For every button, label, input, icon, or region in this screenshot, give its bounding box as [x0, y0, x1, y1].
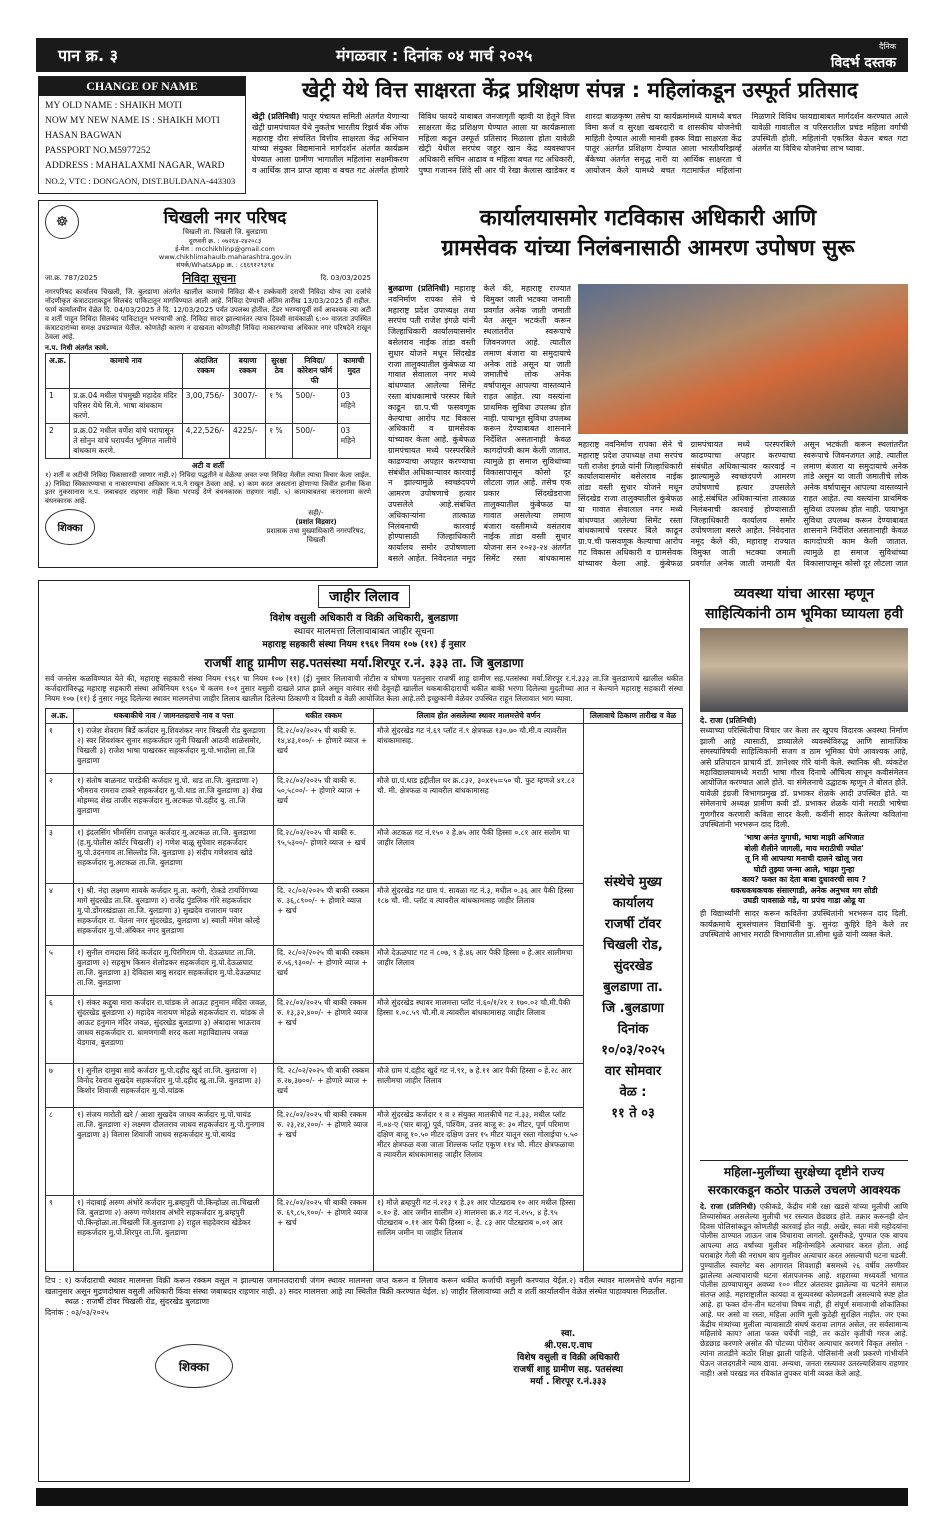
story2-photo — [578, 284, 908, 434]
table-cell: 1 — [46, 389, 70, 424]
table-cell: २ — [46, 774, 74, 826]
tender-terms: १) शर्ती व अटीची निविदा विकासारदी जाणार नाही.२) निविदा पद्धतीने व वेळेत्या अवत ज्या निविदा मेलील त्याचा विचार केला जाईल. ३) निविदा स्विकारण्याचा व नाकारण्याचा अधिकार न.प.ने राखून ठेवला आहे. ४) काम करत असतांना होणाऱ्या जिवीत हानीस किंवा इतर नुकसानास न.प. जबाबदार राहणार नाही किंवा भरपाई देणे बंधनकारक राहणार नाही. ५) कामाबाबतचा करारनामा करणे बंधनकारक आहे. — [45, 471, 371, 505]
story3-poem-line: धकधकधकचक संसारगाडी, अनेक अनुभव मग सोडी — [730, 885, 878, 895]
change-of-name-line: ADDRESS : MAHALAXMI NAGAR, WARD — [45, 161, 225, 171]
table-cell: दि.२८/०२/२०२५ ची बाकी रु. ९५,५३००/- होणारे व्याज + खर्च — [274, 826, 374, 884]
table-cell: ७ — [46, 1064, 74, 1108]
page-number: पान क्र. ३ — [58, 46, 118, 65]
tender-col-head: अंदाजित रक्कम — [182, 354, 229, 389]
table-cell: ६ — [46, 996, 74, 1064]
venue-line: राजर्षी टॉवर — [604, 916, 662, 932]
auction-intro: सर्व जनतेस कळविण्यात येते की, महाराष्ट्र सहकारी संस्था नियम १९६१ चा नियम १०७ (११) (ई) नुसार लिलावाची नोटीस व घोषणा पतनुसार राजर्षी शाहू ग्रामीण सह.पतसंस्था मर्या.शिरपूर र.नं.३३३ ता.जि बुलडाणाचे खालील थकीत कर्जदारांविरुद्ध महाराष्ट्र सहकारी संस्था अधिनियम १९६० चे कलम १०१ नुसार वसुली दाखले प्राप्त झाले असून वारंवार संधी देवूनही खालील थकबाकीदाराची थकीत बाकी भरणा दिलेल्या मुदतीच्या आत न केल्याने महाराष्ट्र सहकारी संस्था नियम १०७ (११) ई नुसार नमूद दिलेल्या स्थावर मालमत्तेचा जाहीर लिलाव खालील दिलेल्या ठिकाणी व दिवशी व वेळी आयोजित केला आहे.तरी इच्छुकांनी वेळेवर उपस्थित राहून लिलावात भाग घ्यावा. — [45, 674, 683, 703]
masthead-small: दैनिक — [879, 42, 896, 51]
change-of-name-title: CHANGE OF NAME — [39, 77, 245, 96]
table-cell: १) संकर कद्दुबा मारा कर्जदार रा.चांडक ले आऊट हनुमान मंदिरा जवळ, सुंदरखेड बुलडाणा २) महादेव नारायण मोहळे सहकर्जदार रा. चांडक ले आऊट हनुमान मंदिर जवळ, सुंदरखेड बुलडाणा ३) अंबादास भाऊराव जाधव सहकर्जदार रा. धामणगावी शरद कला महाविद्यालय जवळ येडगाव, बुलडाणा — [74, 996, 274, 1064]
change-of-name-line: PASSPORT NO.M5977252 — [45, 146, 151, 156]
table-cell: १) मौजे ब्रम्हपुरी गट नं.२१३ १ हे.३१ आर पोटखराब १० आर मधील हिस्सा ०.१० हे. आर जमीन सालीम २) मालमत्ता क्र.२ गट नं.२५५, ४ हे.९५ पोटखराब ०.११ आर पैकी हिस्सा ०. हे. ८३ आर पोटखराब ०.०१ आर सालिम जमीन चा जाहीर लिलाव — [374, 1196, 584, 1272]
table-cell: १) इंदलसिंग भीमसिंग राजपूत कर्जदार मु.अटकळ ता.जि. बुलडाणा (ह.मु.पोलीस कॉर्टर चिखली) २) गणेश बाळू सुपेवार सहकर्जदार मु.पो.उंदनगाव ता.सिल्लोड जि. बुलडाणा ३) संदीप गणेशराव खोडे सहकर्जदार मु.अटकळ ता.जि. बुलडाणा — [74, 826, 274, 884]
tender-sub: चिखली ता. चिखली जि. बुलडाणा — [182, 228, 268, 236]
tender-date: दि. 03/03/2025 — [320, 274, 371, 282]
page-footer-bar — [36, 1488, 908, 1506]
venue-line: चिखली रोड, — [603, 937, 663, 953]
venue-line: वार सोमवार — [604, 1063, 662, 1079]
tender-sd: सही/- — [308, 509, 324, 518]
venue-line: बुलडाणा ता. — [603, 979, 663, 995]
story3-headline-line: व्यवस्था यांचा आरसा म्हणून — [734, 586, 874, 602]
table-cell: मौजे सुंदरखेड कर्जदार १ व २ संयुक्त मालकीचे गट नं.३३, मधील प्लॉट नं.०४-ए (चार बाजू) पूर्व, पश्चिम, उत्तर बाजू रु: ३० मीटर, पूर्ण परिमाण दक्षिण बाजू १०.५० मीटर दक्षिण उत्तर १५ मीटर यातून रस्ता गोलाईचा ५.५० मीटर क्षेत्रफळ वजा जाता शिल्लक प्लॉट एकूण ११४ चौ. मीटर क्षेत्रफळाचा व त्यावरील बांधकामासह जाहीर लिलाव — [374, 1108, 584, 1196]
change-of-name-line: NO.2, VTC : DONGAON, DIST.BULDANA-443303 — [45, 176, 236, 186]
story4-byline: दे. राजा (प्रतिनिधी) — [700, 1202, 757, 1211]
change-of-name-line: NOW MY NEW NAME IS : SHAIKH MOTI — [45, 116, 220, 126]
auction-note: टिप : १) कर्जदाराची स्थावर मालमत्ता विक्री करून रक्कम वसूल न झाल्यास जमानतदाराची जंगम स्थावर मालमत्ता जप्त करून व लिलाव करून थकीत कर्जाची वसुली करण्यात येईल.२) वरील स्थावर मालमत्तेचे वर्णन महाना खतानुसार असून मुद्रणदोषास वसुली अधिकारी किंवा संस्था जबाबदार राहणार नाही. ३) सदर मालमत्ता आहे त्या स्थितीत विक्री करण्यात येईल. ४) जाहीर लिलावाच्या अटी व शर्ती कार्यालयीन वेळेत संस्थेत पाहावयास मिळतील. — [45, 1276, 683, 1296]
story2-byline: बुलढाणा (प्रतिनिधी) — [388, 284, 450, 293]
venue-line: सुंदरखेड — [613, 958, 653, 974]
table-cell: दि.२८/०२/२०२५ ची बाकी रक्कम रु. २३,२४,२००/- + होणारे व्याज + खर्च — [274, 1108, 374, 1196]
tender-contact: दूरध्वनी क्र. : ०७२६४-२४२०८३ — [188, 237, 262, 245]
table-cell: 03 महिने — [337, 424, 370, 459]
story4-body: एकीकडे, केंद्रीय मंत्री रक्षा खडसे यांच्या मुलीची आणि तिच्यासोबत असलेल्या मुलीची भर रस्त्यात छेडछाड होते. तक्रार करूनही दोन दिवस पोलिसांकडून कोणतीही कारवाई होत नाही. अखेर, स्वतः मंत्री महोदयांना पोलीस ठाण्यात जाऊन जाब विचारावा लागतो. दुसरीकडे, पुण्यात एक बापच आपल्या आठ वर्षांच्या मुलीवर महिनोन्महिने अत्याचार करत होता. आई घराबाहेर गेली की नराधम बाप मुलीवर अत्याचार करत असल्याची घटना घडली. पुण्यातील स्वारगेट बस आगारात शिवशाही बसमध्ये २६ वर्षीय तरुणीवर झालेल्या अत्याचाराची घटना संतापजनक आहे. शहराच्या मध्यवर्ती भागात पोलीस ठाण्यापासून अवघ्या १०० मीटर अंतरावर झालेल्या या घटनेने समाज संतप्त आहे. महाराष्ट्रातील कायदा व सुव्यवस्था कोलमडली असल्याचे स्पष्ट होत आहे. हा फक्त दोन-तीन घटनांचा विषय नाही, ही संपूर्ण समाजाची शोकांतिका आहे. घर असो वा रस्ता, महिला आणि मुली कुठेही सुरक्षित नाहीत. जर एका केंद्रीय मंत्र्यांच्या मुलीला न्यायासाठी संघर्ष करावा लागत असेल, तर सर्वसामान्य महिलांचे काय? आता फक्त चर्चेची नाही, तर कठोर कृतीची गरज आहे. छेडछाड करणारे असोत की पोटच्या पोरीवर अत्याचार करणारे विकृत असोत - त्यांना तातडीने कठोर शिक्षा झाली पाहिजे. पोलिसांनी अशी प्रकरणे गांभीर्याने घेऊन जलदगतीने न्याय द्यावा. अन्यथा, जनता रस्त्यावर उतरल्याशिवाय राहणार नाही! असे परखड मत रविकांत तुपकर यांनी व्यक्त केले आहे. — [700, 1202, 908, 1378]
table-cell: ८ — [46, 1108, 74, 1196]
story2-article-continued — [578, 440, 908, 574]
story3-poem-line: घोटी तुझ्या जन्मा आले, भाझा गुन्हा — [753, 864, 855, 874]
change-of-name-body — [39, 96, 245, 192]
page-header-bar — [36, 38, 908, 72]
table-cell: १) संतोष बाळनाट पारडेकी कर्जदार मु.पो. धाड ता.जि. बुलडाणा २) भीमराव रामराव टाकरे सहकर्जदार मु.पो.धाड ता.जि बुलडाणा ३) शेख मोहम्मद शेख ताजीर सहकर्जदार मु.अटकळ पो.दहीद बु. ता.जि बुलडाणा — [74, 774, 274, 826]
table-cell: दि.२८/०२/२०२५ ची बाकी रक्कम रु. ६९,८५,१००/- + होणारे व्याज + खर्च — [274, 1196, 374, 1272]
issue-date: मंगळवार : दिनांक ०४ मार्च २०२५ — [336, 46, 533, 65]
auction-col-head: अ.क्र. — [46, 709, 74, 724]
auction-signer: श्री.एस.ए.वाघ — [544, 1341, 593, 1351]
tender-ref: जा.क्र. 787/2025 — [45, 274, 98, 282]
masthead-title: विदर्भ दस्तक — [830, 55, 896, 71]
story4-headline-line: महिला-मुलींच्या सुरक्षेच्या दृष्टीने राज्य — [723, 1165, 885, 1179]
venue-line: दिनांक — [617, 1021, 649, 1037]
table-cell: 2 — [46, 424, 70, 459]
tender-col-head: बयाणा रक्कम — [230, 354, 266, 389]
story3-poem-line: काय? फक्त का देता बाबा दुधावरची साय ? — [741, 875, 867, 885]
municipal-emblem-icon: ☸ — [45, 205, 79, 239]
table-row — [46, 389, 371, 424]
story2-article — [388, 284, 571, 574]
auction-office: विशेष वसुली अधिकारी व विक्री अधिकारी, बुलडाणा — [270, 613, 458, 624]
auction-sub2: महाराष्ट्र सहकारी संस्था नियम १९६१ नियम १०७ (११) ई नुसार — [262, 640, 466, 650]
story2-headline — [388, 204, 908, 264]
story2-headline-line: कार्यालयासमोर गटविकास अधिकारी आणि — [479, 206, 817, 231]
table-cell: 4,22,526/- — [182, 424, 229, 459]
auction-table — [45, 708, 683, 1272]
table-cell: 03 महिने — [337, 389, 370, 424]
table-cell: 500/- — [292, 389, 337, 424]
tender-col-head: निविदा/ कोरेशन फॉर्म फी — [292, 354, 337, 389]
table-cell: १) सुनील रामदास शिंदे कर्जदार मु.पिरंगिराम पो. देऊळघाट ता.जि. बुलडाणा २) सहसुभ किसन शेलोडकर सहकर्जदार मु.पो.देऊळघाट ता.जि. बुलडाणा ३) देविदास बाबु सरदार सहकर्जदार मु.पो.देऊळघाट ता.जि. बुलडाणा — [74, 946, 274, 996]
story3-poem-line: 'भाषा अनंत युगाची, भाषा माझी अभिजात — [744, 833, 864, 843]
table-cell: दि.२८/०२/२०२५ ची बाकी रु. ५०,५८००/- + होणारे व्याज + खर्च — [274, 774, 374, 826]
auction-date: दिनांक : ०३/०३/२०२५ — [45, 1307, 109, 1317]
tender-table — [45, 353, 371, 459]
table-cell: ३ — [46, 826, 74, 884]
story3-body: सध्याच्या परिस्थितीचा विचार जर केला तर खूपच विदारक अवस्था निर्माण झाली आहे त्यासाठी, डाव्यालेले व्यवस्थेविरुद्ध आणि सामाजिक समस्यांविषयी साहित्यिकांनी सजग व ठाम भूमिका घेणे आवश्यक आहे, असे प्रतिपादन प्राचार्य डॉ. ज्ञानेश्वर गोरे यांनी केले. स्थानिक श्री. व्यंकटेश महाविद्यालयामध्ये मराठी भाषा गौरव दिनाचे औचित्य साधून कवीसंमेलन आयोजित करण्यात आले होते. या संमेलनाचे उद्घाटक म्हणून ते बोलत होते. यावेळी इंग्रजी विभागप्रमुख डॉ. प्रभाकर शेळके आदी उपस्थित होते. या संमेलनाचे अध्यक्ष प्रामीण कवी डॉ. प्रभाकर शेळके यांनी मराठी भाषेचा गुणगौरव करणारी कविता सादर केली. कवींनी सादर केलेल्या कवितांना उपस्थितांनी भरभरून दाद दिली. — [700, 726, 908, 830]
tender-table-note: न.प. निधी अंतर्गत कामे. — [45, 344, 109, 352]
story4-article — [700, 1202, 908, 1482]
story3-byline: दे. राजा (प्रतिनिधी) — [700, 716, 757, 725]
auction-col-head: थकीत रक्कम — [274, 709, 374, 724]
table-cell: दि. २८/०२/२०२५ ची बाकी रक्कम रु. ३६,८९००/- + होणारे व्याज + खर्च — [274, 884, 374, 946]
story3-poem-line: तू नि मी आपल्या मनाची दालने खोलू जरा — [745, 854, 863, 864]
tender-notice — [38, 200, 378, 568]
tender-signer: (प्रशांत विद्रवार) — [295, 518, 337, 527]
table-cell: मौजे देऊळघाट गट नं ८०७, ९ हे.४६ आर पैकी हिस्सा ० हे.आर सालीमचा जाहीर लिलाव — [374, 946, 584, 996]
table-cell: दि.२८/०२/२०२५ ची बाकी रक्कम रु. १३,३२,४००/- + होणारे व्याज + खर्च — [274, 996, 374, 1064]
auction-place: स्थळ : राजर्षी टॉवर चिखली रोड, सुंदरखेड बुलडाणा — [65, 1297, 209, 1306]
auction-col-head: थकबाकीचे नाव / जामनतदाराचे नाव व पत्ता — [74, 709, 274, 724]
venue-line: वेळ : — [619, 1084, 647, 1100]
table-cell: 4225/- — [230, 424, 266, 459]
story1-body: पातूर पंचायत समिती अंतर्गत येणाऱ्या खेट्री ग्रामपंचायत येथे नुकतेच भारतीय रिझर्व बँक ऑफ महाराष्ट्र दौरा संचलित वित्तीय साक्षरता केंद्र अभियान यांच्या संयुक्त विद्यमानाने मार्गदर्शन अंतर्गत कार्यक्रम घेण्यात आला ग्रामीण भागातील महिलांना सक्षमीकरण व आर्थिक ज्ञान प्राप्त व्हावा व बचत गट अंतर्गत होणारे विविध फायदे याबाबत जनजागृती व्हावी या हेतूने वित्त साक्षरता केंद्र प्रशिक्षण घेण्यात आला या कार्यक्रमाला महिला कडून उस्फूर्त प्रतिसाद मिळाला होता यावेळी खेट्री येथील सरपंच जहूर खान केंद्र व्यवस्थापन अधिकारी सचिन आढाव व महिला बचत गट अधिकारी, पुष्पा गजानन शिंदे सी आर पी रेखा केलास खाडेकर व शारदा बाळकृष्ण तसेच या कार्यक्रमांमध्ये यामध्ये बचत विमा कर्ज व सुरक्षा खबरदारी व शासकीय योजनेची माहिती देण्यात आली मानवी हक्क विद्या साक्षरता केंद्र पातूर अंतर्गत प्रशिक्षण देण्यात आला भारतीयरिझर्व्ह बँकेच्या अंतर्गत समृद्ध नारी या आर्थिक साक्षरता चे आयोजन केले यामध्ये बचत गटामार्फत महिलांना मिळणारे विविध फायद्याबाबत मार्गदर्शन करण्यात आले यावेळी गावातील व परिसरातील प्रचंड महिला वर्गाची उपस्थिती होती. महिलांनी एकत्रित येऊन बचत गटा अंतर्गत या विविध योजनेचा लाभ घ्यावा. — [252, 112, 908, 175]
table-row — [46, 424, 371, 459]
auction-signer-t1: विशेष वसुली व विक्री अधिकारी — [517, 1353, 620, 1363]
tender-email: ई-मेल : mcchikhlinp@gmail.com — [175, 245, 275, 253]
venue-line: कार्यालय — [612, 895, 654, 911]
story4-headline — [700, 1160, 908, 1199]
table-cell: मौजे सुंदरखेड गट नं.६९ प्लॉट नं.९ क्षेत्रफळ १३०.७० चौ.मी.व त्यावरील बांधकामासह. — [374, 724, 584, 774]
table-cell: प्र.क्र.02 मधील वर्णेश यांचे घरापासून ते सोनुन यांचे घरापर्यंत भूमिगत नालीचे बांधकाम करणे. — [70, 424, 182, 459]
auction-stamp: शिक्का — [155, 1344, 233, 1388]
auction-sign-sd: स्वा. — [561, 1329, 576, 1339]
table-cell: १ — [46, 724, 74, 774]
table-cell: मौजे अटकळ गट नं.१५० २ हे.७५ आर पैकी हिस्सा ०.८१ आर सलोम चा जाहीर लिलाव — [374, 826, 584, 884]
change-of-name-ad — [38, 76, 246, 194]
table-cell: मौजे सुंदरखेड गट ग्राम पं. सावळा गट नं.३, मधील ०.३६ आर पैकी हिस्सा १८७ चौ. मी. प्लॉट व त्यावरील बांधकामासह जाहीर लिलाव — [374, 884, 584, 946]
table-cell: 3007/- — [230, 389, 266, 424]
table-cell: मौजे सुंदरखेड स्थावर मालमत्ता प्लॉट नं.६०/१/२१ २ १७०.०२ चौ.मी.पैकी हिस्सा १.०८.५९ चौ.मी.व त्यावरील बांधकामासह जाहीर लिलाव — [374, 996, 584, 1064]
story3-poem-line: बोली शैलीने जागली, माय मराठीची ज्योत' — [744, 843, 864, 853]
table-cell: ५ — [46, 946, 74, 996]
tender-col-head: अ.क्र. — [46, 354, 70, 389]
story3-article — [700, 716, 908, 1152]
story4-headline-line: सरकारकडून कठोर पाऊले उचलणे आवश्यक — [707, 1183, 901, 1197]
table-cell: १) सुनील दामुबा सादे कर्जदार मु.पो.दहीद खुर्द ता.जि. बुलडाणा २) विनोद रेवराव सुखदेव सहकर्जदार मु.पो.दहीद खु.ता.जि. बुलडाणा ३) किशोर शिवाजी सहकर्जदार मु.पो.चांडक — [74, 1064, 274, 1108]
venue-line: संस्थेचे मुख्य — [604, 874, 662, 890]
table-cell: १) संजय मारोती खरे / आशा सुखदेव जाधव कर्जदार मु.पो.चायंड ता.जि. बुलडाणा २) लक्ष्मण दौलतराव जाधव सहकर्जदार मु.पो.गुनगाव बुलडाणा ३) विलास शिवाजी जाधव सहकर्जदार मु.पो.बायंड — [74, 1108, 274, 1196]
change-of-name-line: MY OLD NAME : SHAIKH MOTI — [45, 101, 183, 111]
tender-title: निविदा सूचना — [182, 272, 237, 285]
auction-venue — [584, 724, 683, 1272]
story1-article — [252, 112, 908, 196]
table-cell: 3,00,756/- — [182, 389, 229, 424]
story2-headline-line: ग्रामसेवक यांच्या निलंबनासाठी आमरण उपोषण सुरू — [441, 236, 855, 261]
table-cell: प्र.क्र.04 मधील पंचमुखी महादेव मंदिर परिसर येथे सि.मे. भाषा बांधकाम करणे. — [70, 389, 182, 424]
tender-col-head: कामाची मुदत — [337, 354, 370, 389]
auction-col-head: लिलावाचे ठिकाण तारीख व वेळ — [584, 709, 683, 724]
table-cell: १) श्री. नंदा लक्ष्मण सावके कर्जदार मु.ता. करंगी, रोकडे टायपिंगच्या मागे सुंदरखेड ता.जि. बुलडाणा २) राजेंद्र पुंडलिक गोरे सहकर्जदार मु.पो.डोंगरखंडाळा ता.जि. बुलडाणा ३) सुखदेव राजाराम पवार सहकर्जदार रा. चेतना नगर सुंदरखेड, बुलडाणा ४) स्वाती मंगेश कोल्हे सहकर्जदार मु.पो.अंबिकर नगर बुलडाणा — [74, 884, 274, 946]
story1-headline: खेट्री येथे वित्त साक्षरता केंद्र प्रशिक्षण संपन्न : महिलांकडून उस्फूर्त प्रतिसाद — [302, 78, 858, 102]
story3-photo — [700, 628, 908, 712]
table-row — [46, 724, 683, 774]
table-cell: 500/- — [292, 424, 337, 459]
table-cell: दि. २८/०२/२०२५ ची बाकी रक्कम रु.५६,९३००/- + होणारे व्याज + खर्च — [274, 946, 374, 996]
venue-line: जि .बुलडाणा — [602, 1000, 664, 1016]
tender-body: नगरपरिषद कार्यालय चिखली, जि. बुलडाणा अंतर्गत खालील कामाचे निविदा बी-१ टक्केवारी दराची निविदा योग्य त्या दर्जाचे नोंदणीकृत कंत्राटदाराकडून सिलबंद पाकिटातून मागविण्यात आली आहे. निविदा देण्याची अंतिम तारीख 13/03/2025 ही राहील. फार्म कार्यालयीन वेळेत दि. 04/03/2025 ते दि. 12/03/2025 पर्यंत उपलब्ध होतील. टेंडर भरण्यापूर्वी सर्व आवश्यक त्या अटी व शर्ती पाहून निविदा सिलबंद पाकिटातून भरण्याची आहे. निविदा सादर झाल्यानंतर त्याच दिवशी सायंकाळी ६:०० वाजता उपस्थित कंत्राटदारांच्या समक्ष उघडण्यात येतील. कोणतेही कारण न दाखवता कोणतीही निविदा नाकारण्याचा अधिकार नगर परिषदेने राखून ठेवला आहे. — [45, 288, 371, 341]
auction-title: जाहीर लिलाव — [318, 585, 410, 608]
table-cell: १ % — [266, 424, 292, 459]
tender-col-head: सुरक्षा ठेव — [266, 354, 292, 389]
change-of-name-line: HASAN BAGWAN — [45, 131, 122, 141]
tender-signer-title: प्रशासक तथा मुख्याधिकारी नगरपरिषद, चिखली — [266, 527, 366, 545]
tender-whatsapp: संपर्क/WhatsApp क्र. : ८६६९१२९३९४ — [176, 261, 274, 269]
venue-line: ११ ते ०३ — [611, 1105, 655, 1121]
auction-signer-t2: राजर्षी शाहू ग्रामीण सह. पतसंस्था — [513, 1365, 623, 1375]
auction-col-head: लिलाव होत असलेल्या स्थावर मालमत्तेचे वर्णन — [374, 709, 584, 724]
tender-terms-title: अटी व शर्ती — [191, 461, 225, 470]
table-cell: दि. २८/०२/२०२५ ची बाकी रक्कम रु.२७,३७००/- + होणारे व्याज + खर्च — [274, 1064, 374, 1108]
masthead — [831, 41, 896, 72]
table-cell: मौजे ग्राम पं.दहीद खुर्द गट नं.९१, ७ हे.११ आर पैकी हिस्सा ० हे.२८ आर सालीमचा जाहीर लिलाव — [374, 1064, 584, 1108]
auction-sub1: स्थावर मालमत्ता लिलावाबाबत जाहीर सूचना — [293, 627, 435, 637]
story2-body-continued: महाराष्ट्र नवनिर्माण रापका सेने चे महाराष्ट्र प्रदेश उपाध्यक्ष तथा सरपंच पती राजेश इंगळे यांनी जिल्हाधिकारी कार्यालयासमोर बसेलराव नाईक तांडा वस्ती सुधार योजने मधून सिंदखेड राजा तालुक्यातील कुंबेफळ या गावात सेवालाल नगर मध्ये बांधण्यात आलेल्या सिमेंट रस्ता बांधकामाचे परस्पर बिले काढून ग्रा.प.ची फसवणूक केल्याचा आरोप गट विकास अधिकारी व ग्रामसेवक यांच्यावर केला आहे. कुंबेफळ ग्रामपंचायत मध्ये परस्परबिले काढण्याचा अपहार करण्याचा संबंधीत अधिकाऱ्यावर कारवाई न झाल्यामुळे स्वच्छंदपणे आमरण उपोषणाचे हत्यार उपसलेले आहे.संबंधित अधिकाऱ्यांना तात्काळ निलंबनाची कारवाई होण्यासाठी जिल्हाधिकारी कार्यालय समोर उपोषणाला बसले आहेत. निवेदनात नमूद केले की, महाराष्ट्र राज्यात विमुक्त जाती भटक्या जमाती प्रवर्गात अनेक जाती जमाती येत असून भटकंती करून स्थलांतरीत स्वरूपाचे जिवनजगत आहे. त्यातील लमाण बंजारा या समुदायाचे अनेक तांडे असून या जाती जमातीचे लोक अनेक वर्षापासून आपल्या वास्तव्याने राहत आहेत. त्या वस्त्यांना प्राथमिक सुविधा उपलब्ध होत नाही. पायाभूत सुविधा उपलब्ध करून देण्याबाबत शासनाने निर्देशित असतानाही केवळ कागदोपत्री काम केली जातात. त्यामुळे हा समाज सुविधांच्या विकासापासून कोसो दूर लोटला जात — [578, 440, 908, 568]
table-cell: मौजे ग्रा.पं.धाड हद्दीतील घर क्र.८३२, ३०x१५=५० चौ. फुट म्हणजे ४१.८२ चौ. मी. क्षेत्रफळ व त्यावरील बांधकामासह — [374, 774, 584, 826]
table-cell: १ % — [266, 389, 292, 424]
tender-col-head: कामाचे नाव — [70, 354, 182, 389]
auction-notice — [38, 580, 690, 1482]
table-cell: १) राजेश शेवराम बिर्डे कर्जदार मु.शिवशंकर नगर चिखली रोड बुलडाणा २) स्वर शिवशंकर सुनार सहकर्जदार जुनी चिखली आठवी शाळेसमोर, चिखली ३) राजेश भाषा पाखरकर सहकर्जदार मु.पो.भादोला ता.जि बुलडाणा — [74, 724, 274, 774]
table-cell: ९ — [46, 1196, 74, 1272]
table-cell: १) नंदाबाई अरुण अंभोरे कर्जदार मु.ब्रम्हपुरी पो.किन्होळा ता.चिखली जि. बुलडाणा २) अरुण गणेशराव अंभोरे सहकर्जदार मु.ब्रम्हपुरी पो.किन्होळा.ता.चिखली जि.बुलडाणा ३) राहुल सहदेवराव खेडेकर सहकर्जदार मु.पो.शिरपुर ता.जि. बुलडाणा — [74, 1196, 274, 1272]
tender-web: www.chikhlimahaulb.maharashtra.gov.in — [158, 253, 292, 261]
story3-poem-line: उघडी पावसाळे गडे, या प्रपंच गाडा ओढू या — [743, 895, 865, 905]
tender-stamp: शिक्का — [45, 509, 95, 545]
table-cell: ४ — [46, 884, 74, 946]
tender-org: चिखली नगर परिषद — [163, 208, 287, 228]
story1-byline: खेट्री (प्रतिनिधी) — [252, 112, 300, 121]
story3-headline-line: साहित्यिकांनी ठाम भूमिका घ्यायला हवी — [704, 606, 904, 622]
story2-body: महाराष्ट्र नवनिर्माण रापका सेने चे महाराष्ट्र प्रदेश उपाध्यक्ष तथा सरपंच पती राजेश इंगळे यांनी जिल्हाधिकारी कार्यालयासमोर बसेलराव नाईक तांडा वस्ती सुधार योजने मधून सिंदखेड राजा तालुक्यातील कुंबेफळ या गावात सेवालाल नगर मध्ये बांधण्यात आलेल्या सिमेंट रस्ता बांधकामाचे परस्पर बिले काढून ग्रा.प.ची फसवणूक केल्याचा आरोप गट विकास अधिकारी व ग्रामसेवक यांच्यावर केला आहे. कुंबेफळ ग्रामपंचायत मध्ये परस्परबिले काढण्याचा अपहार करण्याचा संबंधीत अधिकाऱ्यावर कारवाई न झाल्यामुळे स्वच्छंदपणे आमरण उपोषणाचे हत्यार उपसलेले आहे.संबंधित अधिकाऱ्यांना तात्काळ निलंबनाची कारवाई होण्यासाठी जिल्हाधिकारी कार्यालय समोर उपोषणाला बसले आहेत. निवेदनात नमूद केले की, महाराष्ट्र राज्यात विमुक्त जाती भटक्या जमाती प्रवर्गात अनेक जाती जमाती येत असून भटकंती करून स्थलांतरीत स्वरूपाचे जिवनजगत आहे. त्यातील लमाण बंजारा या समुदायाचे अनेक तांडे असून या जाती जमातीचे लोक अनेक वर्षापासून आपल्या वास्तव्याने राहत आहेत. त्या वस्त्यांना प्राथमिक सुविधा उपलब्ध होत नाही. पायाभूत सुविधा उपलब्ध करून देण्याबाबत शासनाने निर्देशित असतानाही केवळ कागदोपत्री काम केली जातात. त्यामुळे हा समाज सुविधांच्या विकासापासून कोसो दूर लोटला जात आहे. तसेच एक प्रकार सिंदखेडराजा तालुक्यातील कुंबेफळ या गावात असलेल्या लमाण बंजारा वस्तीमध्ये वसंतराव नाईक तांडा वस्ती सुधार योजना सन २०२३-२४ अंतर्गत सिमेंट रस्ता बांधकामास — [388, 284, 571, 563]
auction-signer-t3: मर्या . शिरपूर र.नं.३३३ — [530, 1377, 607, 1387]
table-cell: दि.२८/०२/२०२५ ची बाकी रु. १४,४३,१००/- + होणारे व्याज + खर्च — [274, 724, 374, 774]
venue-line: १०/०३/२०२५ — [601, 1042, 665, 1058]
auction-society: राजर्षी शाहू ग्रामीण सह.पतसंस्था मर्या.शिरपूर र.नं. ३३३ ता. जि बुलडाणा — [204, 656, 524, 670]
story3-body2: ही विद्यार्थ्यांनी सादर करून कवितेंना उपस्थितांनी भरभरून दाद दिली. कार्यक्रमाचे सूत्रसंचालन विद्यार्थिनी कु. सुनंदा कुहिरे हिने केले तर उपस्थितांचे आभार मराठी विभागातील प्रा.सीमा धुळे यांनी व्यक्त केले. — [700, 909, 908, 940]
